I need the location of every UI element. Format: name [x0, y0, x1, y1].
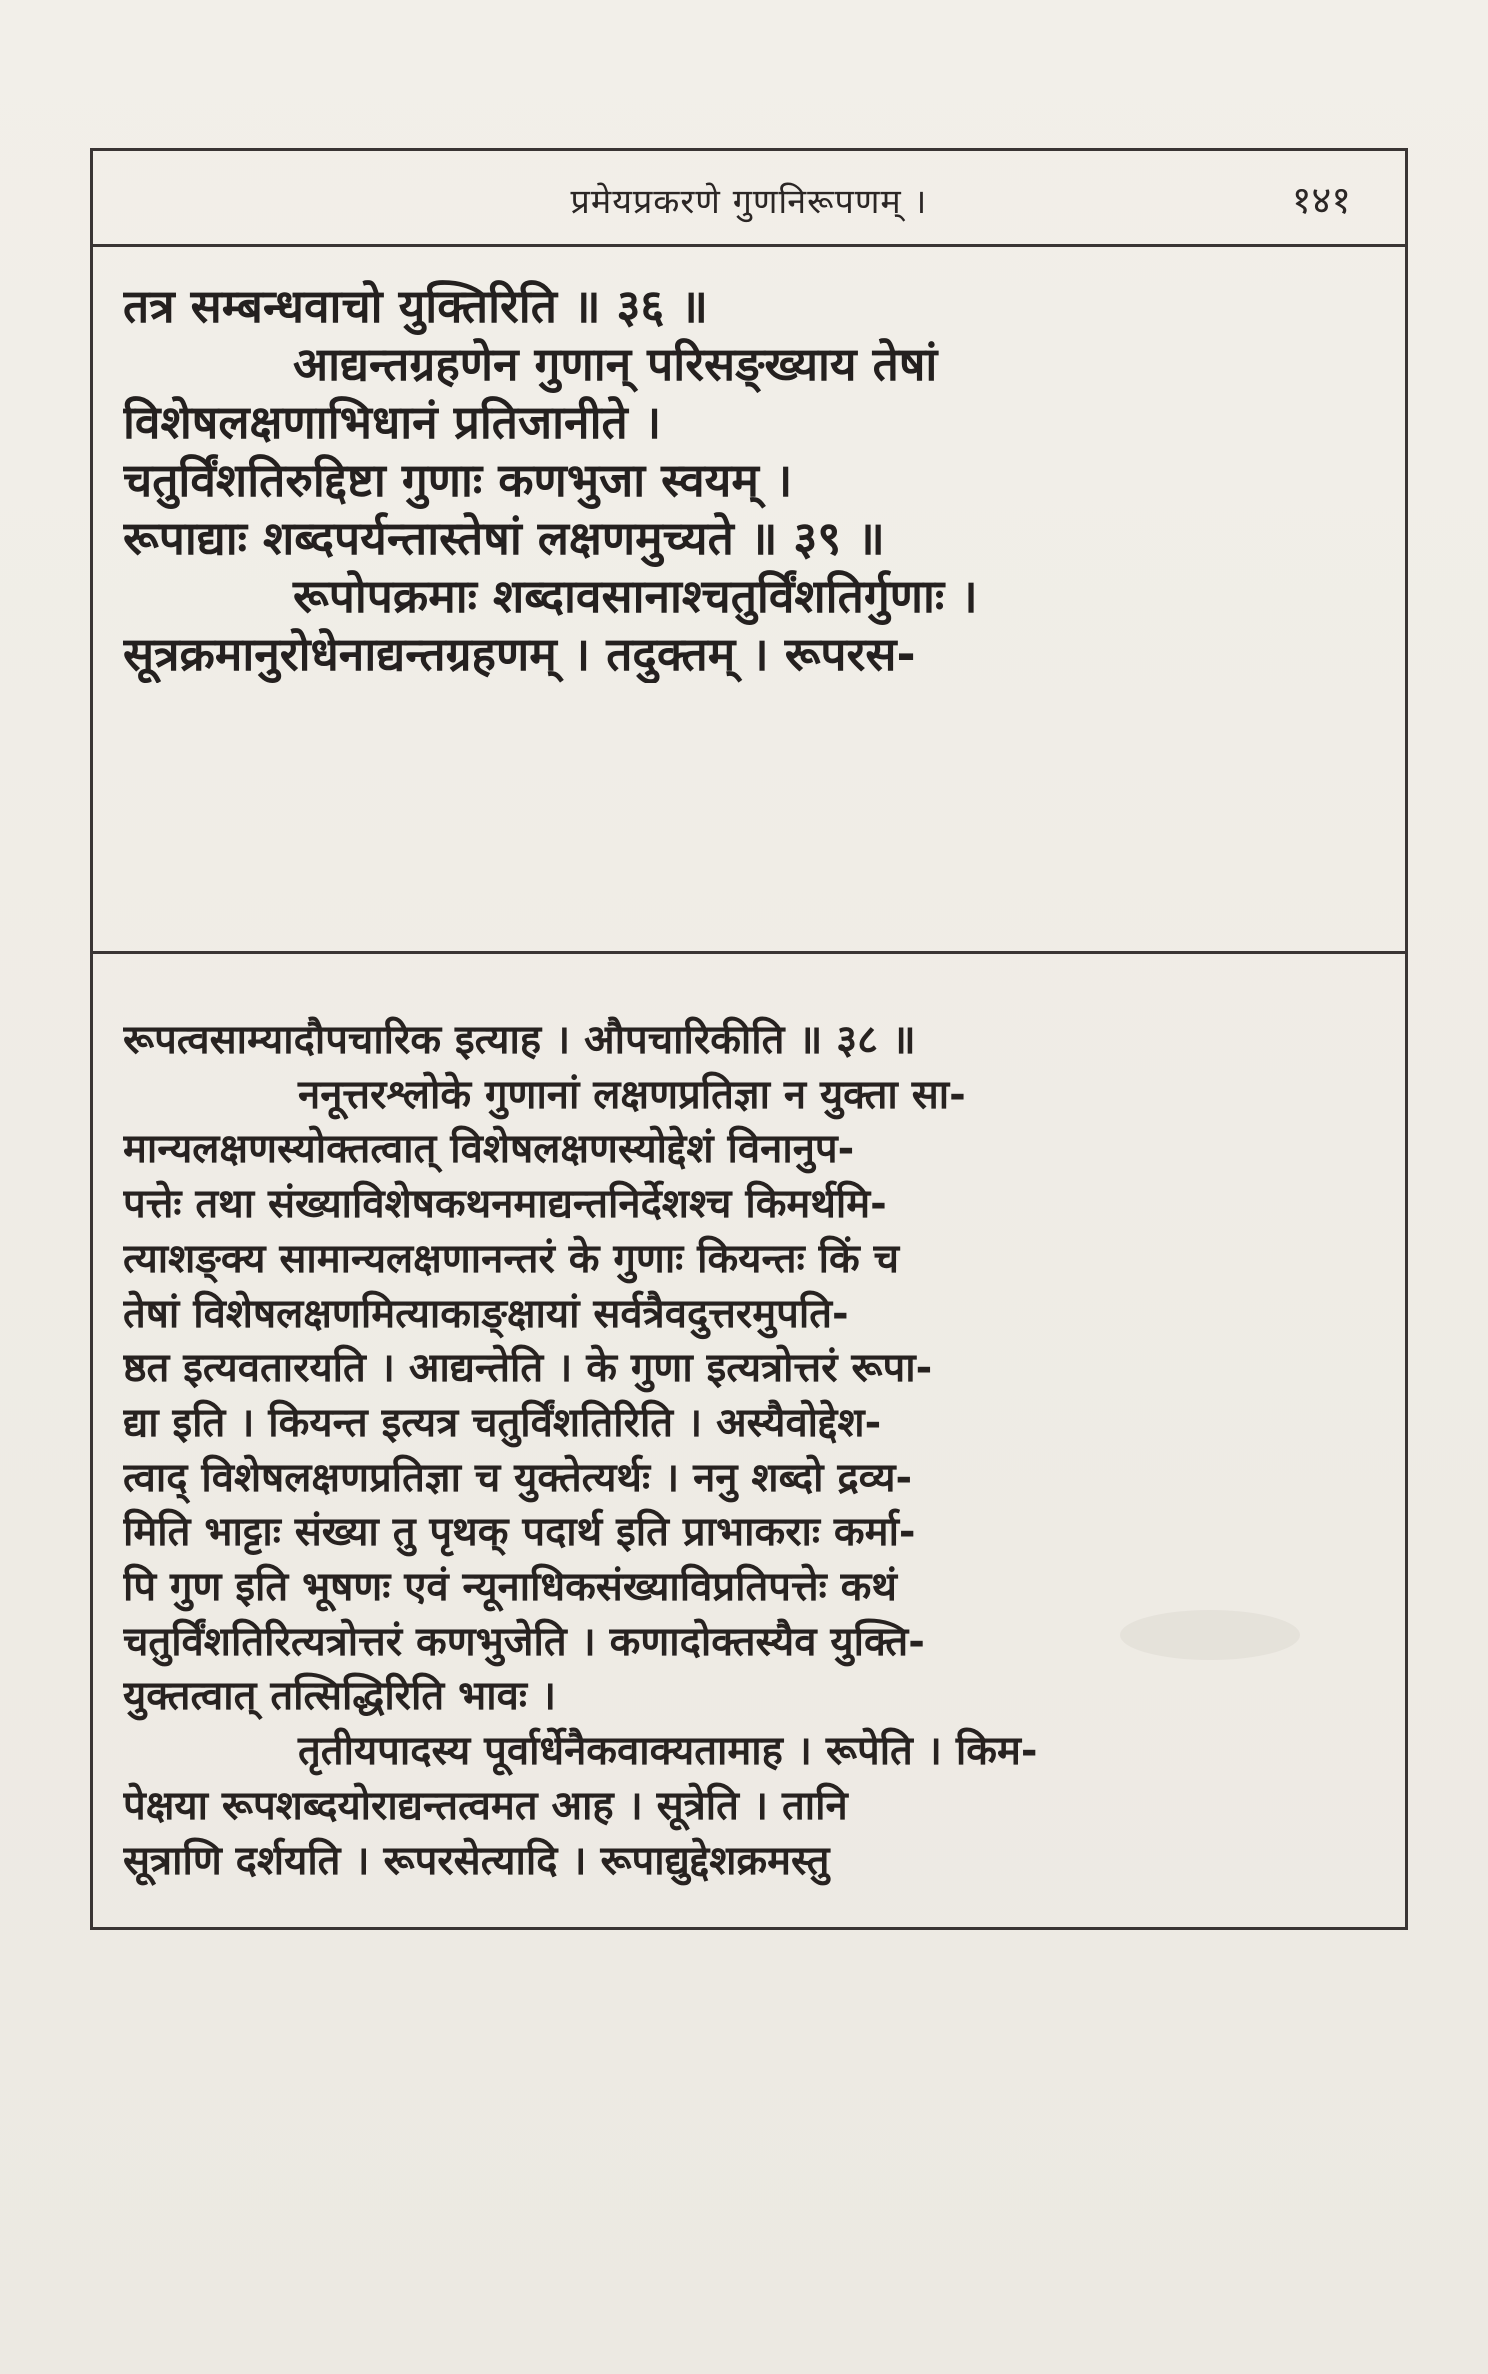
- text-line: द्या इति । कियन्त इत्यत्र चतुर्विंशतिरिति । अस्यैवोद्देश-: [123, 1399, 882, 1446]
- text-line: ष्ठत इत्यवतारयति । आद्यन्तेति । के गुणा इत्यत्रोत्तरं रूपा-: [123, 1345, 933, 1392]
- text-line: चतुर्विंशतिरुद्दिष्टा गुणाः कणभुजा स्वयम् ।: [123, 453, 793, 507]
- text-line: रूपाद्याः शब्दपर्यन्तास्तेषां लक्षणमुच्यते ॥ ३९ ॥: [123, 511, 885, 565]
- text-line: सूत्राणि दर्शयति । रूपरसेत्यादि । रूपाद्युद्देशक्रमस्तु: [123, 1837, 830, 1884]
- text-line: रूपत्वसाम्यादौपचारिक इत्याह । औपचारिकीति ॥ ३८ ॥: [123, 1017, 916, 1063]
- text-line: तृतीयपादस्य पूर्वार्धेनैकवाक्यतामाह । रूपेति । किम-: [298, 1728, 1038, 1775]
- header-title: प्रमेयप्रकरणे गुणनिरूपणम् ।: [570, 182, 928, 222]
- page-border: [90, 148, 1408, 1930]
- text-line: पेक्षया रूपशब्दयोराद्यन्तत्वमत आह । सूत्रेति । तानि: [123, 1782, 848, 1829]
- text-line: युक्तत्वात् तत्सिद्धिरिति भावः ।: [123, 1673, 557, 1720]
- text-line: तत्र सम्बन्धवाचो युक्तिरिति ॥ ३६ ॥: [123, 279, 708, 333]
- text-line: त्वाद् विशेषलक्षणप्रतिज्ञा च युक्तेत्यर्थः । ननु शब्दो द्रव्य-: [123, 1454, 913, 1501]
- commentary-text-block: [123, 1013, 1375, 1888]
- text-line: मान्यलक्षणस्योक्तत्वात् विशेषलक्षणस्योद्देशं विनानुप-: [123, 1126, 855, 1173]
- text-line: विशेषलक्षणाभिधानं प्रतिजानीते ।: [123, 395, 662, 449]
- text-line: चतुर्विंशतिरित्यत्रोत्तरं कणभुजेति । कणादोक्तस्यैव युक्ति-: [123, 1618, 925, 1665]
- text-line: तेषां विशेषलक्षणमित्याकाङ्क्षायां सर्वत्रैवदुत्तरमुपति-: [123, 1290, 849, 1337]
- text-line: सूत्रक्रमानुरोधेनाद्यन्तग्रहणम् । तदुक्तम् । रूपरस-: [123, 627, 916, 681]
- verse-text-block: [123, 277, 1375, 683]
- text-line: पत्तेः तथा संख्याविशेषकथनमाद्यन्तनिर्देशश्च किमर्थमि-: [123, 1181, 887, 1228]
- text-line: मिति भाट्टाः संख्या तु पृथक् पदार्थ इति प्राभाकराः कर्मा-: [123, 1509, 916, 1556]
- text-line: आद्यन्तग्रहणेन गुणान् परिसङ्ख्याय तेषां: [293, 337, 938, 391]
- text-divider: [93, 951, 1405, 954]
- text-line: रूपोपक्रमाः शब्दावसानाश्चतुर्विंशतिर्गुणाः ।: [293, 569, 978, 623]
- running-header: [93, 151, 1405, 247]
- text-line: पि गुण इति भूषणः एवं न्यूनाधिकसंख्याविप्रतिपत्तेः कथं: [123, 1564, 897, 1611]
- text-line: ननूत्तरश्लोके गुणानां लक्षणप्रतिज्ञा न युक्ता सा-: [298, 1071, 966, 1118]
- page-number: १४१: [1291, 178, 1351, 222]
- text-line: त्याशङ्क्य सामान्यलक्षणानन्तरं के गुणाः कियन्तः किं च: [123, 1235, 899, 1282]
